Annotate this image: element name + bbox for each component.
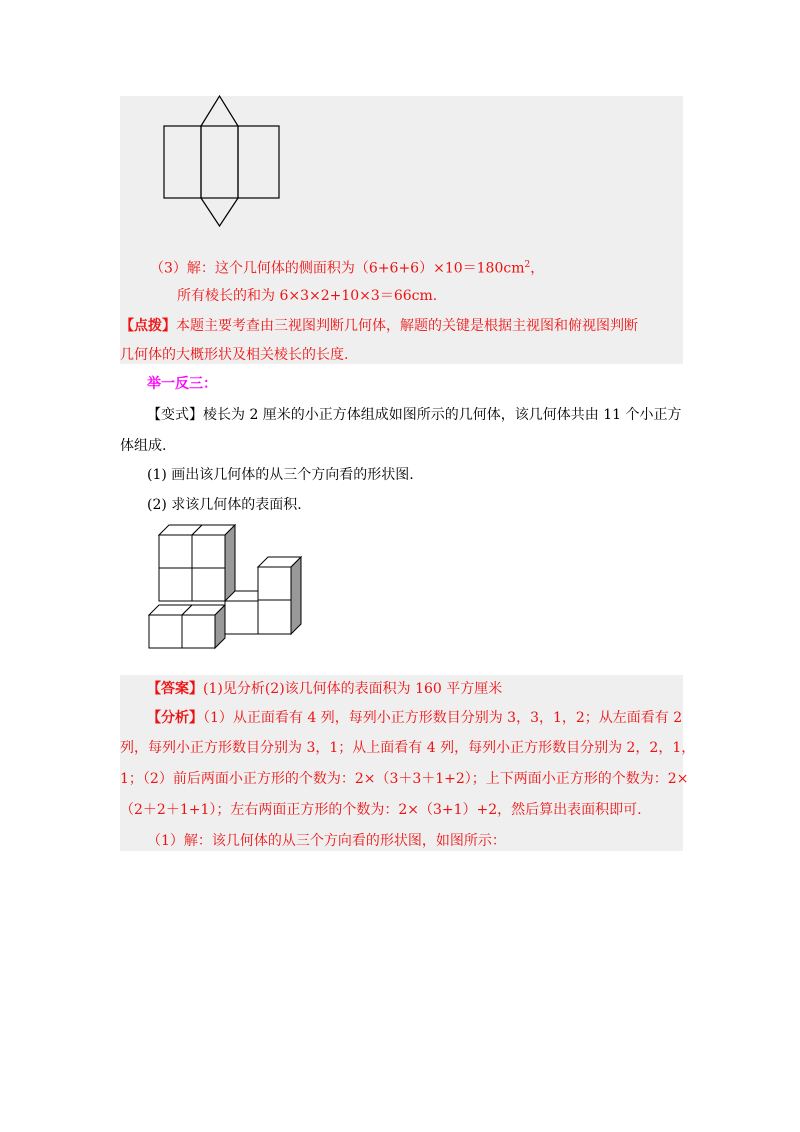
analysis-line-2: 列，每列小正方形数目分别为 3，1；从上面看有 4 列，每列小正方形数目分别为 2，2，1， bbox=[120, 740, 696, 756]
net-rect-middle bbox=[201, 126, 238, 198]
tip-line-2: 几何体的大概形状及相关棱长的长度. bbox=[120, 347, 349, 363]
answer-tag: 【答案】 bbox=[147, 681, 203, 697]
tip-line-1: 【点拨】本题主要考查由三视图判断几何体，解题的关键是根据主视图和俯视图判断 bbox=[120, 318, 638, 334]
answer-panel bbox=[120, 675, 683, 851]
variant-tag: 【变式】 bbox=[147, 407, 203, 423]
analysis-line-4: （2＋2＋1+1）；左右两面正方形的个数为：2×（3+1）+2，然后算出表面积即可. bbox=[120, 802, 642, 818]
analysis-line-1: 【分析】（1）从正面看有 4 列，每列小正方形数目分别为 3，3，1，2；从左面看有 2 bbox=[147, 710, 683, 726]
tip-tag: 【点拨】 bbox=[120, 318, 176, 334]
section-heading: 举一反三： bbox=[147, 376, 217, 392]
question-2: (2) 求该几何体的表面积. bbox=[147, 497, 302, 513]
net-rect-right bbox=[238, 126, 279, 198]
net-triangle-top bbox=[201, 96, 238, 126]
prism-net-figure bbox=[160, 92, 286, 228]
question-1: (1) 画出该几何体的从三个方向看的形状图. bbox=[147, 467, 414, 483]
analysis-line-5: （1）解：该几何体的从三个方向看的形状图，如图所示： bbox=[147, 833, 506, 849]
net-triangle-bottom bbox=[201, 198, 238, 226]
variant-line-1: 【变式】棱长为 2 厘米的小正方体组成如图所示的几何体，该几何体共由 11 个小正方 bbox=[147, 407, 682, 423]
answer-line: 【答案】(1)见分析(2)该几何体的表面积为 160 平方厘米 bbox=[147, 681, 503, 697]
net-rect-left bbox=[164, 126, 201, 198]
cube-stack-figure bbox=[146, 516, 306, 652]
variant-line-2: 体组成. bbox=[120, 438, 167, 454]
edges-sum-line: 所有棱长的和为 6×3×2+10×3＝66cm. bbox=[177, 288, 438, 304]
analysis-line-3: 1；（2）前后两面小正方形的个数为：2×（3＋3＋1+2）；上下两面小正方形的个数为：2× bbox=[120, 771, 689, 787]
analysis-tag: 【分析】 bbox=[147, 710, 203, 726]
part3-lateral-area: （3）解：这个几何体的侧面积为$(6+6+6)\times 10=180cm^2$， bbox=[150, 260, 545, 277]
